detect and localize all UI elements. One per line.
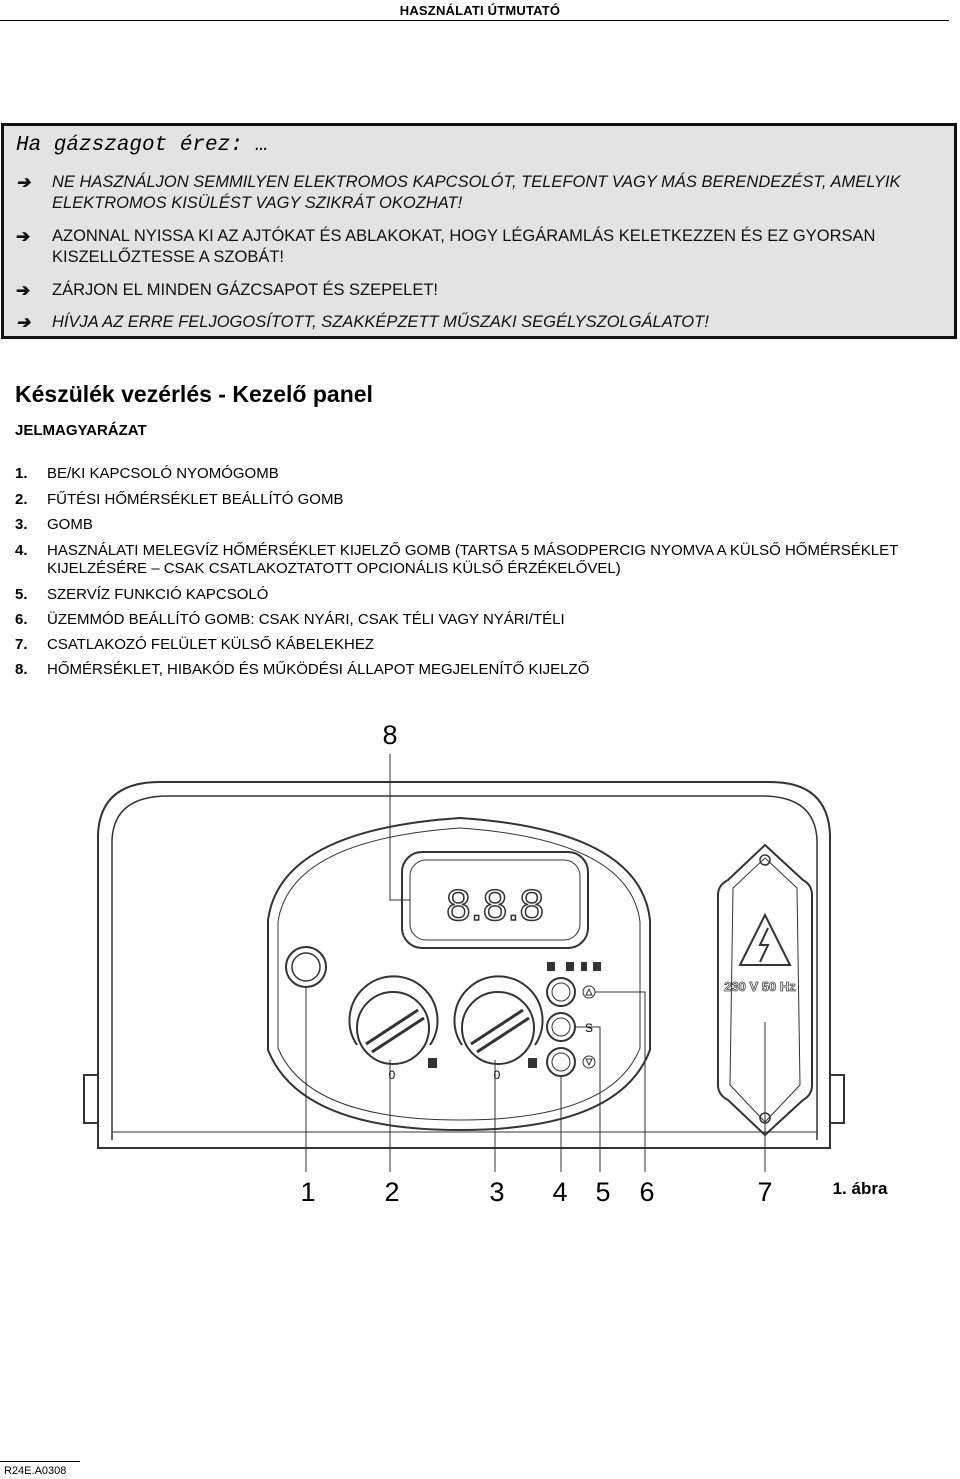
legend-item-number: 7. xyxy=(15,636,28,653)
legend-item-number: 5. xyxy=(15,586,28,603)
callout-line-6 xyxy=(595,992,645,1172)
callout-5: 5 xyxy=(595,1177,611,1207)
callout-4: 4 xyxy=(552,1177,568,1207)
legend-item-text: CSATLAKOZÓ FELÜLET KÜLSŐ KÁBELEKHEZ xyxy=(47,636,375,653)
legend-item-text: FŰTÉSI HŐMÉRSÉKLET BEÁLLÍTÓ GOMB xyxy=(47,491,344,508)
footer-code: R24E.A0308 xyxy=(4,1465,67,1477)
callout-1: 1 xyxy=(300,1177,316,1207)
footer-divider xyxy=(0,1461,80,1462)
warning-item-text: NE HASZNÁLJON SEMMILYEN ELEKTROMOS KAPCSOLÓT, TELEFONT VAGY MÁS BERENDEZÉST, AMELYIK ELEKTROMOS KISÜLÉST VAGY SZIKRÁT OKOZHAT! xyxy=(52,173,901,212)
legend-item-number: 8. xyxy=(15,661,28,678)
panel-side-tab-right xyxy=(830,1075,844,1123)
up-triangle-icon xyxy=(583,986,595,998)
callout-2: 2 xyxy=(384,1177,400,1207)
legend-item-text: HŐMÉRSÉKLET, HIBAKÓD ÉS MŰKÖDÉSI ÁLLAPOT MEGJELENÍTŐ KIJELZŐ xyxy=(47,661,590,678)
panel-side-tab-left xyxy=(84,1075,98,1123)
arrow-right-icon: ➔ xyxy=(16,313,31,332)
voltage-label: 230 V 50 Hz xyxy=(724,979,796,994)
high-voltage-warning-icon xyxy=(740,915,790,965)
service-button xyxy=(547,1013,575,1041)
legend-item-number: 3. xyxy=(15,516,28,533)
arrow-right-icon: ➔ xyxy=(16,173,31,192)
display-digits: 8.8.8 xyxy=(446,881,544,930)
dhw-knob-zero-label: 0 xyxy=(493,1068,501,1082)
callout-3: 3 xyxy=(489,1177,505,1207)
section-title: Készülék vezérlés - Kezelő panel xyxy=(15,381,373,407)
legend-item-number: 2. xyxy=(15,491,28,508)
callout-6: 6 xyxy=(639,1177,655,1207)
legend-heading: JELMAGYARÁZAT xyxy=(15,422,147,439)
legend-item-text: SZERVÍZ FUNKCIÓ KAPCSOLÓ xyxy=(47,586,269,603)
warning-title: Ha gázszagot érez: … xyxy=(16,134,269,157)
warning-item-text: ZÁRJON EL MINDEN GÁZCSAPOT ÉS SZEPELET! xyxy=(52,281,438,299)
mode-button xyxy=(547,978,575,1006)
warning-item-text: HÍVJA AZ ERRE FELJOGOSÍTOTT, SZAKKÉPZETT MŰSZAKI SEGÉLYSZOLGÁLATOT! xyxy=(52,313,709,331)
shower-icon xyxy=(528,1058,537,1068)
service-button-label: S xyxy=(584,1021,594,1035)
callout-7: 7 xyxy=(757,1177,773,1207)
heating-knob-zero-label: 0 xyxy=(388,1068,396,1082)
legend-item-number: 6. xyxy=(15,611,28,628)
page-header-title: HASZNÁLATI ÚTMUTATÓ xyxy=(399,3,561,18)
legend-item-text: GOMB xyxy=(47,516,93,533)
panel-inner-casing xyxy=(112,796,817,1140)
legend-item-text: BE/KI KAPCSOLÓ NYOMÓGOMB xyxy=(47,465,279,482)
legend-item-number: 1. xyxy=(15,465,28,482)
legend-item-text: HASZNÁLATI MELEGVÍZ HŐMÉRSÉKLET KIJELZŐ GOMB (TARTSA 5 MÁSODPERCIG NYOMVA A KÜLSŐ HŐMÉRSÉKLET KIJELZÉSÉRE – CSAK CSATLAKOZTATOTT OPCIONÁLIS KÜLSŐ ÉRZÉKELŐVEL) xyxy=(47,542,899,577)
figure-caption: 1. ábra xyxy=(832,1179,888,1198)
radiator-icon xyxy=(428,1058,437,1068)
control-oval-inner xyxy=(278,828,640,1120)
arrow-right-icon: ➔ xyxy=(16,227,31,246)
dhw-display-button xyxy=(547,1048,575,1076)
mode-icons xyxy=(547,962,601,971)
callout-8: 8 xyxy=(382,720,398,750)
down-triangle-icon xyxy=(583,1056,595,1068)
arrow-right-icon: ➔ xyxy=(16,281,31,300)
legend-item-text: ÜZEMMÓD BEÁLLÍTÓ GOMB: CSAK NYÁRI, CSAK TÉLI VAGY NYÁRI/TÉLI xyxy=(47,611,565,628)
cover-screw-top xyxy=(760,855,770,865)
warning-item-text: AZONNAL NYISSA KI AZ AJTÓKAT ÉS ABLAKOKAT, HOGY LÉGÁRAMLÁS KELETKEZZEN ÉS EZ GYORSAN KISZELLŐZTESSE A SZOBÁT! xyxy=(52,227,876,266)
legend-item-number: 4. xyxy=(15,542,28,559)
